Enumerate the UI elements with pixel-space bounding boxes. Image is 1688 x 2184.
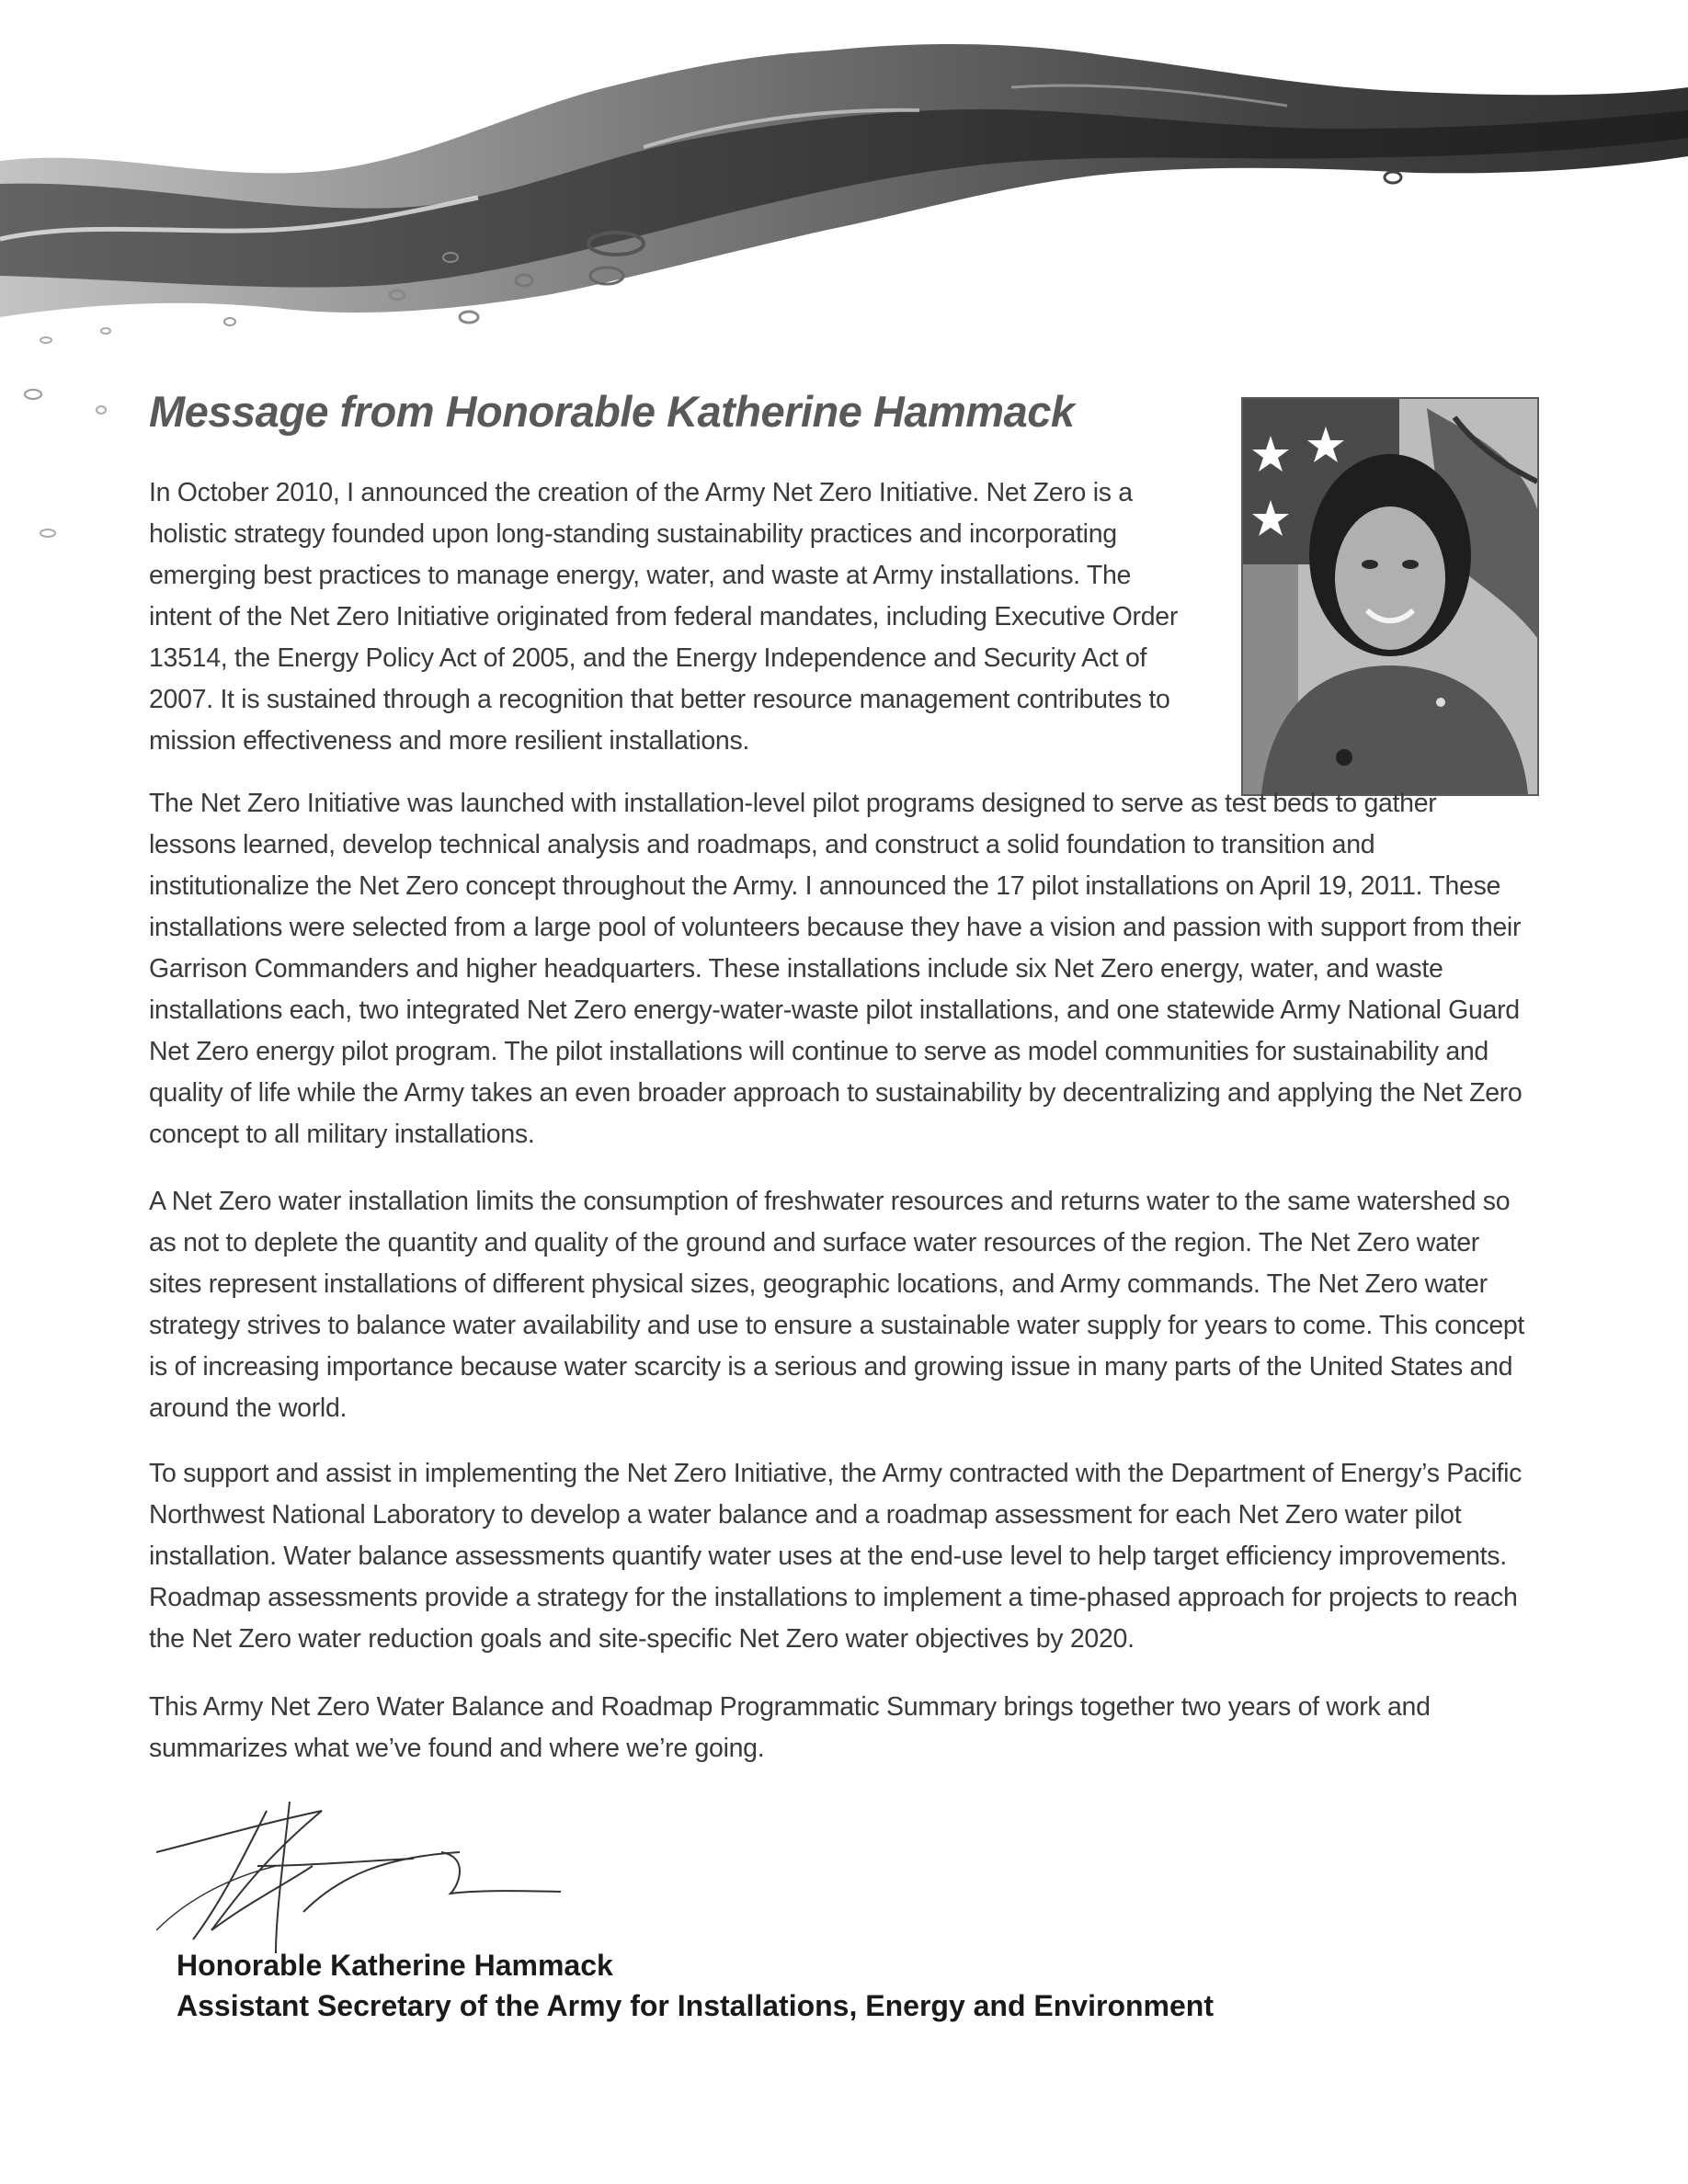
paragraph: The Net Zero Initiative was launched with installation-level pilot programs designed to serve as test beds to gather lessons learned, develop technical analysis and roadmaps, and construct a solid foundation to transition and institutionalize the Net Zero concept throughout the Army. I announced the 17 pilot installations on April 19, 2011. These installations were selected from a large pool of volunteers because they have a vision and passion with support from their Garrison Commanders and higher headquarters. These installations include six Net Zero energy, water, and waste installations each, two integrated Net Zero energy-water-waste pilot installations, and one statewide Army National Guard Net Zero energy pilot program. The pilot installations will continue to serve as model communities for sustainability and quality of life while the Army takes an even broader approach to sustainability by decentralizing and applying the Net Zero concept to all military installations. [149, 789, 1523, 1149]
signatory-title: Assistant Secretary of the Army for Installations, Energy and Environment [177, 1989, 1214, 2022]
handwritten-signature [156, 1802, 708, 1958]
signatory-name: Honorable Katherine Hammack [177, 1949, 613, 1982]
paragraph: In October 2010, I announced the creation of the Army Net Zero Initiative. Net Zero is a holistic strategy founded upon long-standing sustainability practices and incorporating emerging best practices to manage energy, water, and waste at Army installations. The intent of the Net Zero Initiative originated from federal mandates, including Executive Order 13514, the Energy Policy Act of 2005, and the Energy Independence and Security Act of 2007. It is sustained through a recognition that better resource management contributes to mission effectiveness and more resilient installations. [149, 478, 1179, 756]
portrait-photo [1241, 397, 1539, 796]
paragraph: A Net Zero water installation limits the consumption of freshwater resources and returns water to the same watershed so as not to deplete the quantity and quality of the ground and surface water resources of the region. The Net Zero water sites represent installations of different physical sizes, geographic locations, and Army commands. The Net Zero water strategy strives to balance water availability and use to ensure a sustainable water supply for years to come. This concept is of increasing importance because water scarcity is a serious and growing issue in many parts of the United States and around the world. [149, 1187, 1525, 1423]
paragraph: To support and assist in implementing the Net Zero Initiative, the Army contracted with the Department of Energy’s Pacific Northwest National Laboratory to develop a water balance and a roadmap assessment for each Net Zero water pilot installation. Water balance assessments quantify water uses at the end-use level to help target efficiency improvements. Roadmap assessments provide a strategy for the installations to implement a time-phased approach for projects to reach the Net Zero water reduction goals and site-specific Net Zero water objectives by 2020. [149, 1459, 1523, 1654]
paragraph: This Army Net Zero Water Balance and Roadmap Programmatic Summary brings together two years of work and summarizes what we’ve found and where we’re going. [149, 1692, 1431, 1763]
page-title: Message from Honorable Katherine Hammack [149, 387, 1075, 436]
